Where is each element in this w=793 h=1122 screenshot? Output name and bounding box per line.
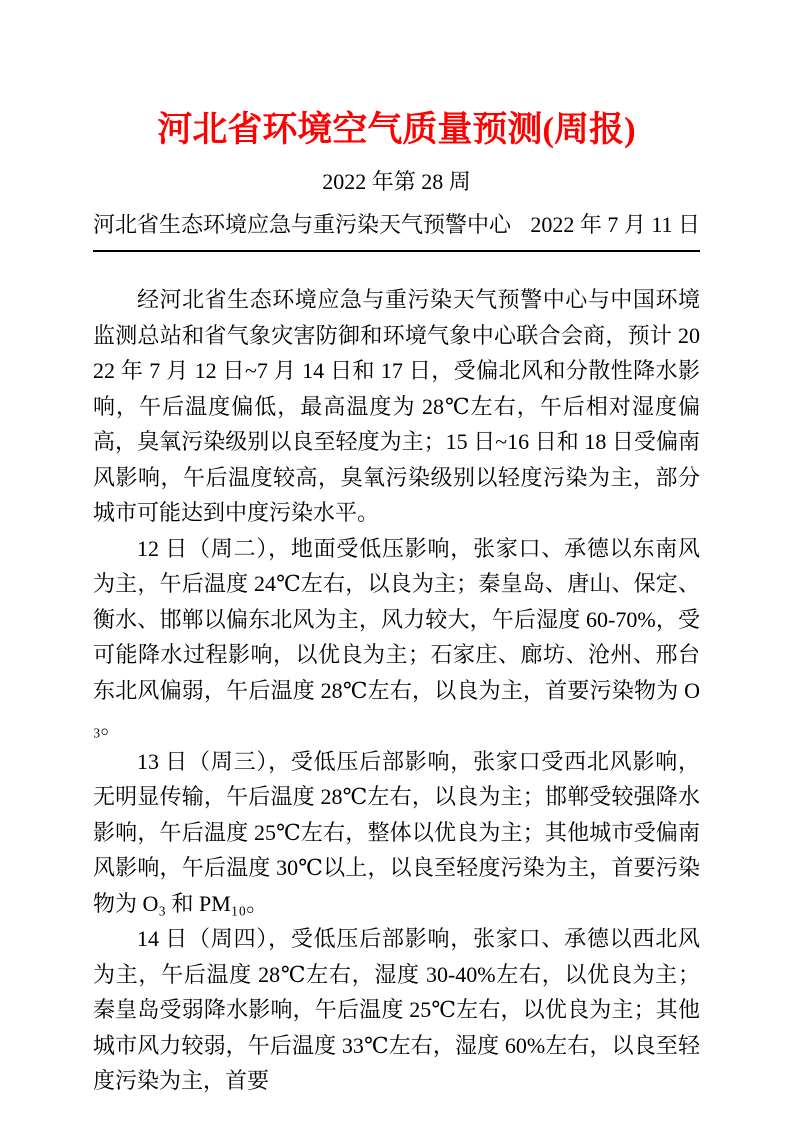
issuing-organization: 河北省生态环境应急与重污染天气预警中心	[93, 212, 512, 237]
issue-date: 2022 年 7 月 11 日	[530, 212, 700, 237]
body-paragraph: 12 日（周二），地面受低压影响，张家口、承德以东南风为主，午后温度 24℃左右，以良为主；秦皇岛、唐山、保定、衡水、邯郸以偏东北风为主，风力较大，午后湿度 60-70%，受可能降水过程影响，以优良为主；石家庄、廊坊、沧州、邢台东北风偏弱，午后温度 28℃左右，以良为主，首要污染物为 O₃。	[93, 535, 700, 738]
document-body	[93, 282, 700, 1099]
body-paragraph: 经河北省生态环境应急与重污染天气预警中心与中国环境监测总站和省气象灾害防御和环境气象中心联合会商，预计 2022 年 7 月 12 日~7 月 14 日和 17 日，受偏北风和分散性降水影响，午后温度偏低，最高温度为 28℃左右，午后相对湿度偏高，臭氧污染级别以良至轻度为主；15 日~16 日和 18 日受偏南风影响，午后温度较高，臭氧污染级别以轻度污染为主，部分城市可能达到中度污染水平。	[93, 287, 700, 525]
body-paragraph: 14 日（周四），受低压后部影响，张家口、承德以西北风为主，午后温度 28℃左右，湿度 30-40%左右，以优良为主；秦皇岛受弱降水影响，午后温度 25℃左右，以优良为主；其他城市风力较弱，午后温度 33℃左右，湿度 60%左右，以良至轻度污染为主，首要	[93, 926, 700, 1093]
header-divider	[93, 250, 700, 252]
body-paragraph: 13 日（周三），受低压后部影响，张家口受西北风影响，无明显传输，午后温度 28℃左右，以良为主；邯郸受较强降水影响，午后温度 25℃左右，整体以优良为主；其他城市受偏南风影响，午后温度 30℃以上，以良至轻度污染为主，首要污染物为 O₃ 和 PM₁₀。	[93, 748, 700, 916]
document-title: 河北省环境空气质量预测(周报)	[157, 110, 636, 149]
byline	[93, 211, 700, 239]
week-subtitle: 2022 年第 28 周	[322, 169, 471, 194]
